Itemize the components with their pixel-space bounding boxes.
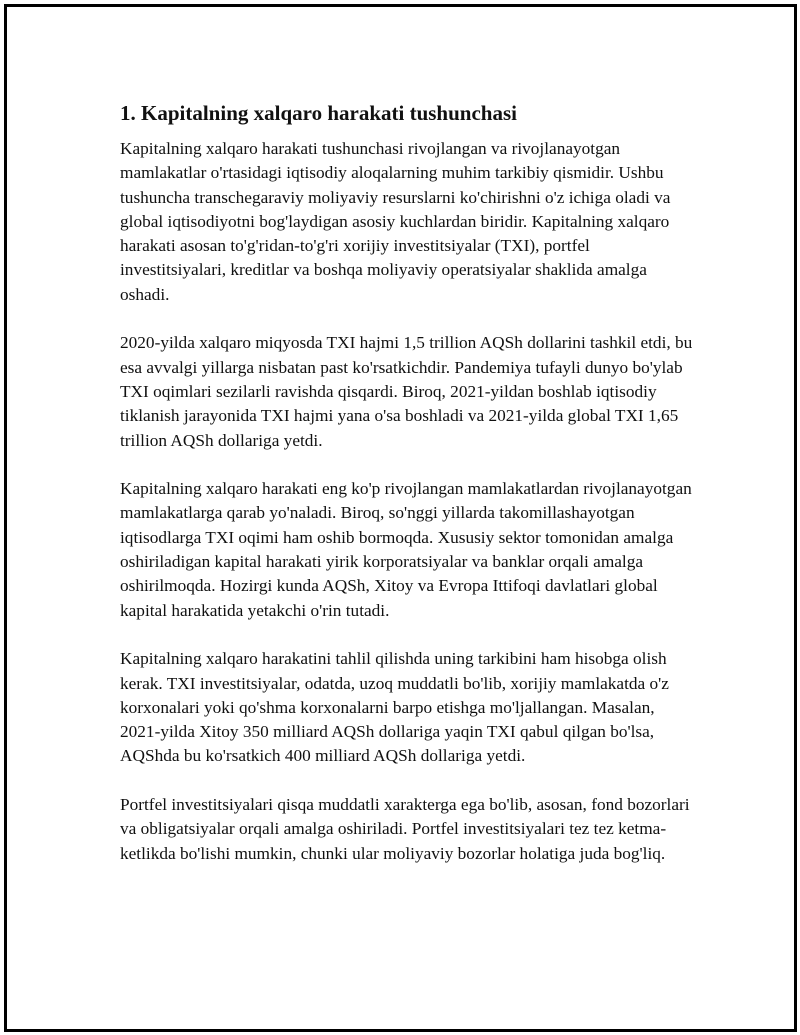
paragraph-fdi-structure: Kapitalning xalqaro harakatini tahlil qilishda uning tarkibini ham hisobga olish kerak. TXI investitsiyalar, odatda, uzoq muddatli bo'lib, xorijiy mamlakatda o'z korxonalari yoki qo'shma korxonalarni barpo etishga mo'ljallangan. Masalan, 2021-yilda Xitoy 350 milliard AQSh dollariga yaqin TXI qabul qilgan bo'lsa, AQShda bu ko'rsatkich 400 milliard AQSh dollariga yetdi.	[120, 649, 669, 766]
page-frame	[4, 4, 797, 1032]
document-body	[120, 99, 695, 890]
paragraph-fdi-volume: 2020-yilda xalqaro miqyosda TXI hajmi 1,5 trillion AQSh dollarini tashkil etdi, bu esa avvalgi yillarga nisbatan past ko'rsatkichdir. Pandemiya tufayli dunyo bo'ylab TXI oqimlari sezilarli ravishda qisqardi. Biroq, 2021-yildan boshlab iqtisodiy tiklanish jarayonida TXI hajmi yana o'sa boshladi va 2021-yilda global TXI 1,65 trillion AQSh dollariga yetdi.	[120, 333, 693, 450]
paragraph-capital-direction: Kapitalning xalqaro harakati eng ko'p rivojlangan mamlakatlardan rivojlanayotgan mamlakatlarga qarab yo'naladi. Biroq, so'nggi yillarda takomillashayotgan iqtisodlarga TXI oqimi ham oshib bormoqda. Xususiy sektor tomonidan amalga oshiriladigan kapital harakati yirik korporatsiyalar va banklar orqali amalga oshirilmoqda. Hozirgi kunda AQSh, Xitoy va Evropa Ittifoqi davlatlari global kapital harakatida yetakchi o'rin tutadi.	[120, 479, 692, 620]
section-heading: 1. Kapitalning xalqaro harakati tushunchasi	[120, 101, 517, 125]
paragraph-definition: Kapitalning xalqaro harakati tushunchasi rivojlangan va rivojlanayotgan mamlakatlar o'rtasidagi iqtisodiy aloqalarning muhim tarkibiy qismidir. Ushbu tushuncha transchegaraviy moliyaviy resurslarni ko'chirishni o'z ichiga oladi va global iqtisodiyotni bog'laydigan asosiy kuchlardan biridir. Kapitalning xalqaro harakati asosan to'g'ridan-to'g'ri xorijiy investitsiyalar (TXI), portfel investitsiyalari, kreditlar va boshqa moliyaviy operatsiyalar shaklida amalga oshadi.	[120, 139, 671, 304]
paragraph-portfolio-investments: Portfel investitsiyalari qisqa muddatli xarakterga ega bo'lib, asosan, fond bozorlari va obligatsiyalar orqali amalga oshiriladi. Portfel investitsiyalari tez tez ketma-ketlikda bo'lishi mumkin, chunki ular moliyaviy bozorlar holatiga juda bog'liq.	[120, 795, 690, 863]
